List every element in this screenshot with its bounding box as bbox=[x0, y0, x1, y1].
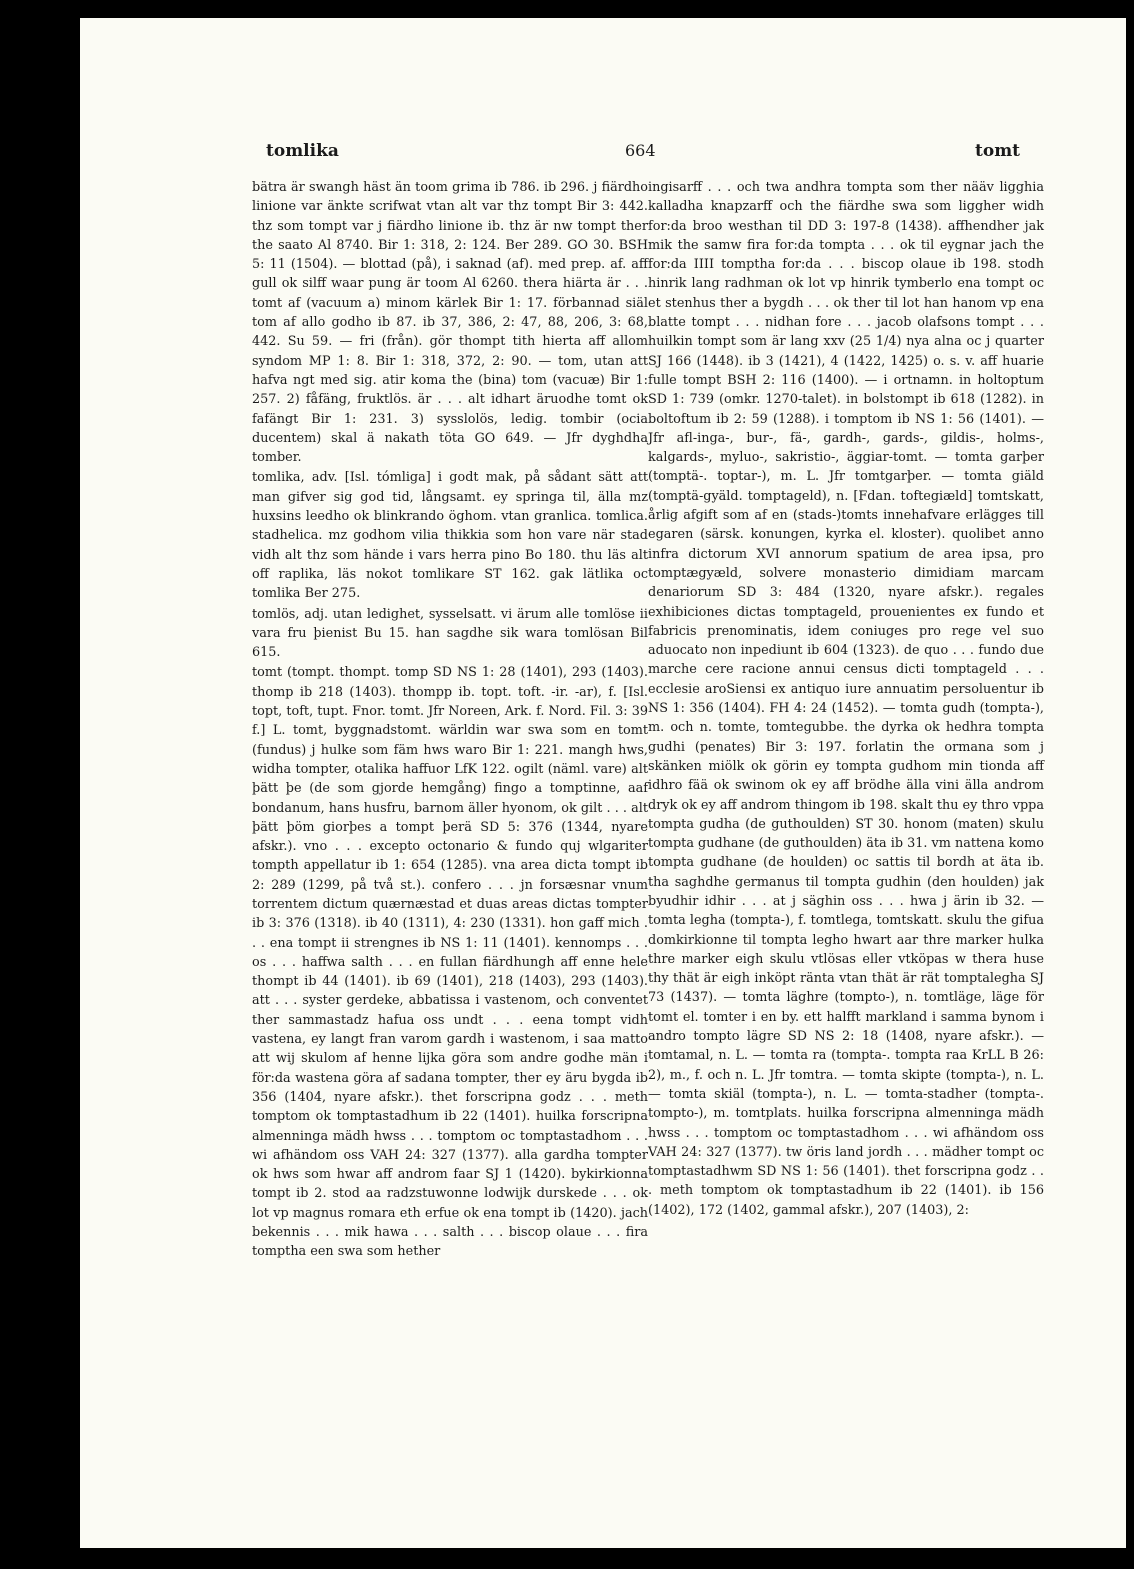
right-column bbox=[648, 178, 1044, 1220]
left-column bbox=[252, 178, 648, 1262]
page-number: 664 bbox=[625, 141, 656, 160]
entry-tomt-continued: ingisarff . . . och twa andhra tompta som ther nääv ligghia kalladha knapzarff och the fiärdhe swa som liggher widh for:da broo westhan til DD 3: 197-8 (1438). affhendher jak mik the samw fira for:da tompta . . . ok til eygnar jach the for:da IIII tomptha for:da . . . biscop olaue ib 198. stodh hinrik lang radhman ok lot vp hinrik tymberlo ena tompt oc et stenhus ther a bygdh . . . ok ther til lot han hanom vp ena blatte tompt . . . nidhan fore . . . jacob olafsons tompt . . . huilkin tompt som är lang xxv (25 1/4) nya alna oc j quarter SJ 166 (1448). ib 3 (1421), 4 (1422, 1425) o. s. v. aff huarie fulle tompt BSH 2: 116 (1400). — i ortnamn. in holtoptum SD 1: 739 (omkr. 1270-talet). in bolstompt ib 618 (1282). in boltoftum ib 2: 59 (1288). i tomptom ib NS 1: 56 (1401). — Jfr afl-inga-, bur-, fä-, gardh-, gards-, gildis-, holms-, kalgards-, myluo-, sakristio-, äggiar-tomt. — tomta garþer (tomptä-. toptar-), m. L. Jfr tomtgarþer. — tomta giäld (tomptä-gyäld. tomptageld), n. [Fdan. toftegiæld] tomtskatt, årlig afgift som af en (stads-)tomts innehafvare erlägges till egaren (särsk. konungen, kyrka el. kloster). quolibet anno infra dictorum XVI annorum spatium de area ipsa, pro tomptægyæld, solvere monasterio dimidiam marcam denariorum SD 3: 484 (1320, nyare afskr.). regales exhibiciones dictas tomptageld, prouenientes ex fundo et fabricis prenominatis, idem coniuges pro rege vel suo aduocato non inpediunt ib 604 (1323). de quo . . . fundo due marche cere racione annui census dicti tomptageld . . . ecclesie aroSiensi ex antiquo iure annuatim persoluentur ib NS 1: 356 (1404). FH 4: 24 (1452). — tomta gudh (tompta-), m. och n. tomte, tomtegubbe. the dyrka ok hedhra tompta gudhi (penates) Bir 3: 197. forlatin the ormana som j skänken miölk ok görin ey tompta gudhom min tionda aff idhro fää ok swinom ok ey aff brödhe älla vini älla androm dryk ok ey aff androm thingom ib 198. skalt thu ey thro vppa tompta gudha (de guthoulden) ST 30. honom (maten) skulu tompta gudhane (de guthoulden) äta ib 31. vm nattena komo tompta gudhane (de houlden) oc sattis til bordh at äta ib. tha saghdhe germanus til tompta gudhin (den houlden) jak byudhir idhir . . . at j säghin oss . . . hwa j ärin ib 32. — tomta legha (tompta-), f. tomtlega, tomtskatt. skulu the gifua domkirkionne til tompta legho hwart aar thre marker hulka thre marker eigh skulu vtlösas eller vtköpas w thera huse thy thät är eigh inköpt ränta vtan thät är rät tomptalegha SJ 73 (1437). — tomta läghre (tompto-), n. tomtläge, läge för tomt el. tomter i en by. ett halfft markland i samma bynom i andro tompto lägre SD NS 2: 18 (1408, nyare afskr.). — tomtamal, n. L. — tomta ra (tompta-. tompta raa KrLL B 26: 2), m., f. och n. L. Jfr tomtra. — tomta skipte (tompta-), n. L. — tomta skiäl (tompta-), n. L. — tomta-stadher (tompta-. tompto-), m. tomtplats. huilka forscripna almenninga mädh hwss . . . tomptom oc tomptastadhom . . . wi afhändom oss VAH 24: 327 (1377). tw öris land jordh . . . mädher tompt oc tomptastadhwm SD NS 1: 56 (1401). thet forscripna godz . . . meth tomptom ok tomptastadhum ib 22 (1401). ib 156 (1402), 172 (1402, gammal afskr.), 207 (1403), 2: bbox=[648, 180, 1044, 1218]
running-head-right: tomt bbox=[975, 141, 1021, 161]
entry-tomlos: tomlös, adj. utan ledighet, sysselsatt. vi ärum alle tomlöse ii vara fru þienist Bu 15. han sagdhe sik wara tomlösan Bil 615. bbox=[252, 606, 648, 661]
entry-tomt: tomt (tompt. thompt. tomp SD NS 1: 28 (1401), 293 (1403). thomp ib 218 (1403). thompp ib. topt. toft. -ir. -ar), f. [Isl. topt, toft, tupt. Fnor. tomt. Jfr Noreen, Ark. f. Nord. Fil. 3: 39 f.] L. tomt, byggnadstomt. wärldin war swa som en tomt (fundus) j hulke som fäm hws waro Bir 1: 221. mangh hws, widha tompter, otalika haffuor LfK 122. ogilt (näml. vare) alt þätt þe (de som gjorde hemgång) fingo a tomptinne, aaf bondanum, hans husfru, barnom äller hyonom, ok gilt . . . alt þätt þöm giorþes a tompt þerä SD 5: 376 (1344, nyare afskr.). vno . . . excepto octonario & fundo quj wlgariter tompth appellatur ib 1: 654 (1285). vna area dicta tompt ib 2: 289 (1299, på två st.). confero . . . jn forsæsnar vnum torrentem dictum quærnæstad et duas areas dictas tompter ib 3: 376 (1318). ib 40 (1311), 4: 230 (1331). hon gaff mich . . . ena tompt ii strengnes ib NS 1: 11 (1401). kennomps . . . os . . . haffwa salth . . . en fullan fiärdhungh aff enne hele thompt ib 44 (1401). ib 69 (1401), 218 (1403), 293 (1403). att . . . syster gerdeke, abbatissa i vastenom, och conventet ther sammastadz hafua oss undt . . . eena tompt vidh vastena, ey langt fran varom gardh i wastenom, i saa matto att wij skulom af henne lijka göra som andre godhe män i för:da wastena göra af sadana tompter, ther ey äru bygda ib 356 (1404, nyare afskr.). thet forscripna godz . . . meth tomptom ok tomptastadhum ib 22 (1401). huilka forscripna almenninga mädh hwss . . . tomptom oc tomptastadhom . . . wi afhändom oss VAH 24: 327 (1377). alla gardha tompter ok hws som hwar aff androm faar SJ 1 (1420). bykirkionna tompt ib 2. stod aa radzstuwonne lodwijk durskede . . . ok lot vp magnus romara eth erfue ok ena tompt ib (1420). jach bekennis . . . mik hawa . . . salth . . . biscop olaue . . . fira tomptha een swa som hether bbox=[252, 665, 648, 1260]
dictionary-page bbox=[80, 18, 1126, 1548]
entry-tomlika: tomlika, adv. [Isl. tómliga] i godt mak, på sådant sätt att man gifver sig god tid, långsamt. ey springa til, älla mz huxsins leedho ok blinkrando öghom. vtan granlica. tomlica. stadhelica. mz godhom vilia thikkia som hon vare när stad vidh alt thz som hände i vars herra pino Bo 180. thu läs alt off raplika, läs nokot tomlikare ST 162. gak lätlika oc tomlika Ber 275. bbox=[252, 470, 648, 602]
entry-continuation: bätra är swangh häst än toom grima ib 786. ib 296. j fiärdho linione var änkte scrifwat vtan alt var thz tompt Bir 3: 442. thz som tompt var j fiärdho linione ib. thz är nw tompt ther the saato Al 8740. Bir 1: 318, 2: 124. Ber 289. GO 30. BSH 5: 11 (1504). — blottad (på), i saknad (af). med prep. af. aff gull ok silff waar pung är toom Al 6260. thera hiärta är . . . tomt af (vacuum a) minom kärlek Bir 1: 17. förbannad siäl tom af allo godho ib 87. ib 37, 386, 2: 47, 88, 206, 3: 68, 442. Su 59. — fri (från). gör thompt tith hierta aff allom syndom MP 1: 8. Bir 1: 318, 372, 2: 90. — tom, utan att hafva ngt med sig. atir koma the (bina) tom (vacuæ) Bir 1: 257. 2) fåfäng, fruktlös. är . . . alt idhart äruodhe tomt ok fafängt Bir 1: 231. 3) sysslolös, ledig. tombir (ocia ducentem) skal ä nakath töta GO 649. — Jfr dyghdha tomber. bbox=[252, 180, 648, 466]
running-head-left: tomlika bbox=[266, 141, 339, 161]
